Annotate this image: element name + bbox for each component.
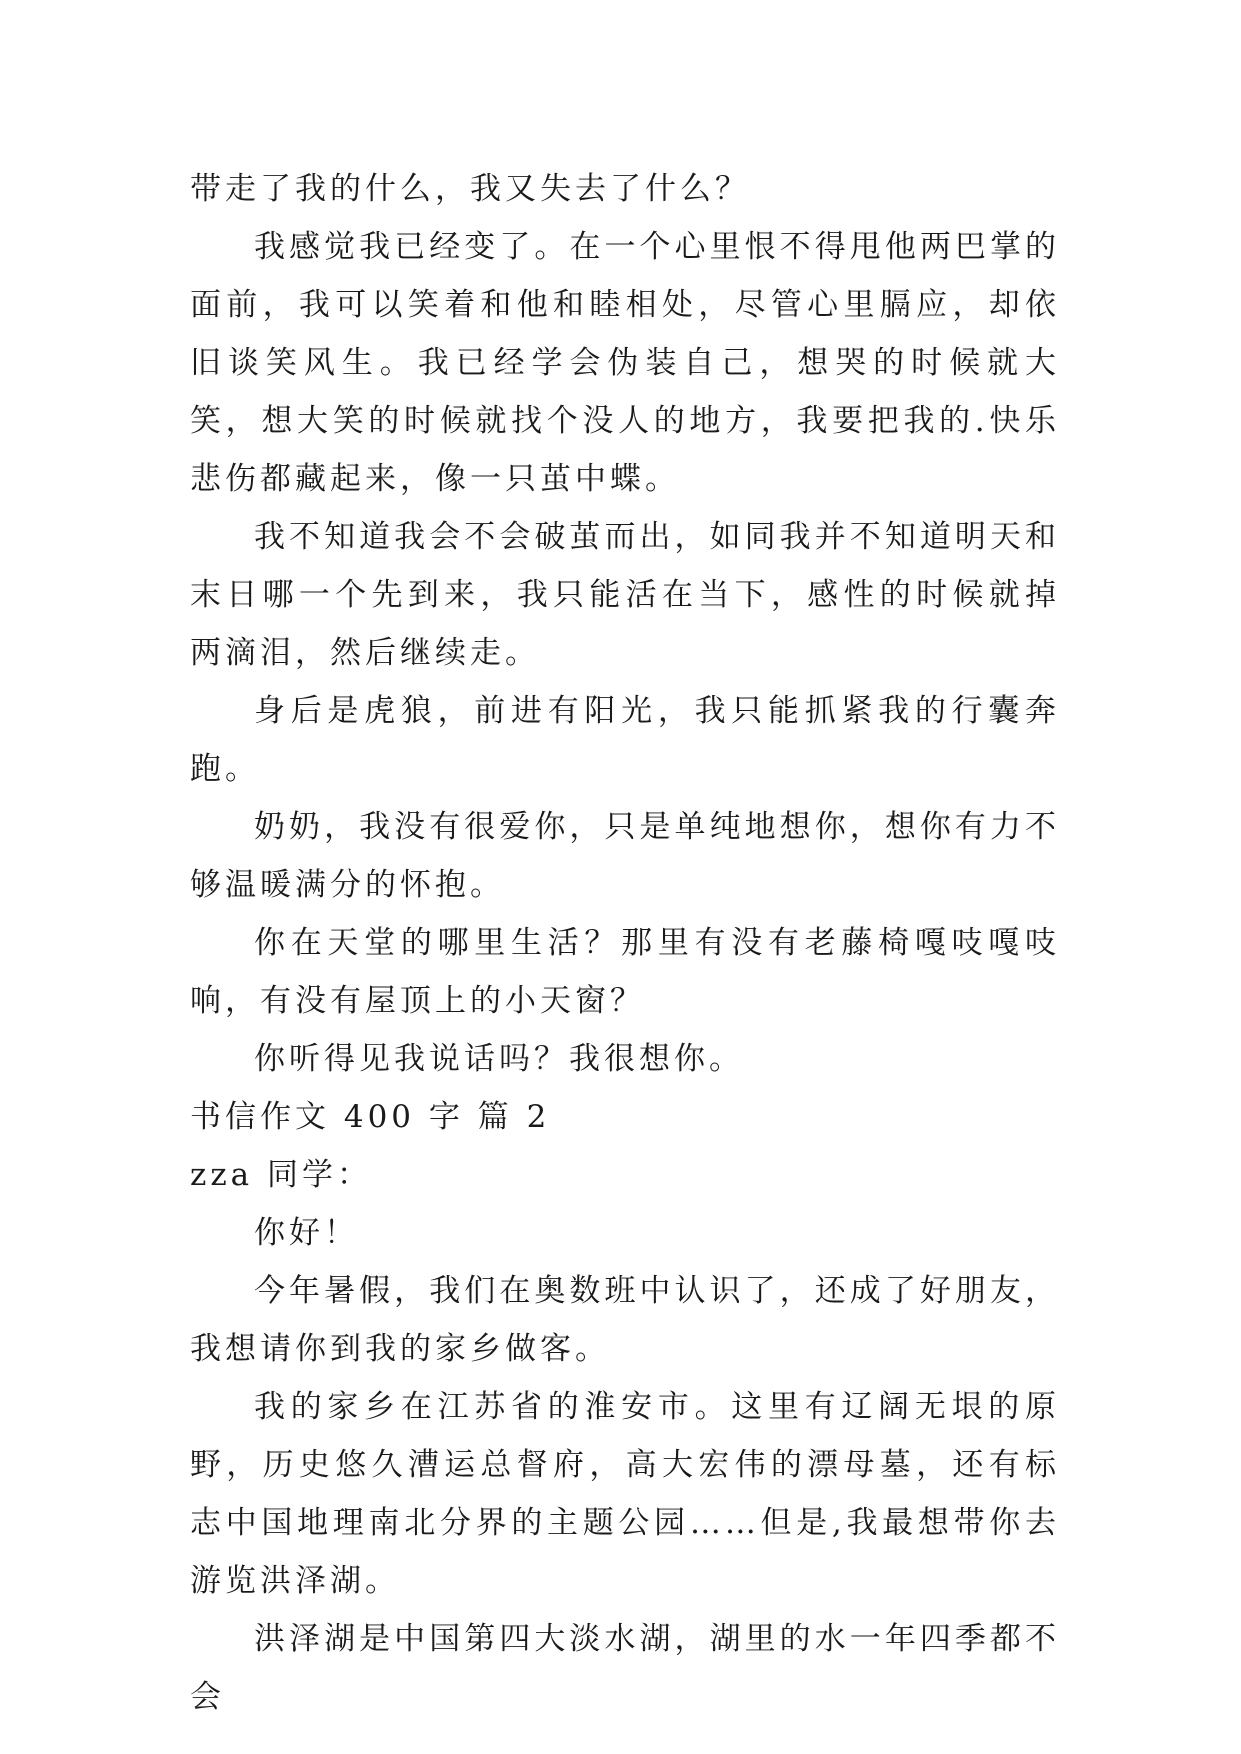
paragraph-2: 我感觉我已经变了。在一个心里恨不得甩他两巴掌的面前，我可以笑着和他和睦相处，尽管心里膈应，却依旧谈笑风生。我已经学会伪装自己，想哭的时候就大笑，想大笑的时候就找个没人的地方，我要把我的.快乐悲伤都藏起来，像一只茧中蝶。 (190, 229, 1060, 497)
paragraph-1: 带走了我的什么，我又失去了什么？ (190, 171, 750, 207)
paragraph-6: 你在天堂的哪里生活？那里有没有老藤椅嘎吱嘎吱响，有没有屋顶上的小天窗？ (190, 925, 1060, 1019)
letter-greeting: 你好！ (254, 1215, 359, 1251)
letter-salutation: zza 同学： (190, 1157, 373, 1193)
paragraph-4: 身后是虎狼，前进有阳光，我只能抓紧我的行囊奔跑。 (190, 693, 1060, 787)
paragraph-5: 奶奶，我没有很爱你，只是单纯地想你，想你有力不够温暖满分的怀抱。 (190, 809, 1060, 903)
paragraph-3: 我不知道我会不会破茧而出，如同我并不知道明天和末日哪一个先到来，我只能活在当下，感性的时候就掉两滴泪，然后继续走。 (190, 519, 1060, 671)
paragraph-7: 你听得见我说话吗？我很想你。 (254, 1041, 744, 1077)
section-heading: 书信作文 400 字 篇 2 (190, 1099, 551, 1135)
document-body (190, 160, 1060, 1726)
paragraph-13: 洪泽湖是中国第四大淡水湖，湖里的水一年四季都不会 (190, 1621, 1060, 1715)
paragraph-12: 我的家乡在江苏省的淮安市。这里有辽阔无垠的原野，历史悠久漕运总督府，高大宏伟的漂母墓，还有标志中国地理南北分界的主题公园……但是,我最想带你去游览洪泽湖。 (190, 1389, 1060, 1599)
paragraph-11: 今年暑假，我们在奥数班中认识了，还成了好朋友，我想请你到我的家乡做客。 (190, 1273, 1060, 1367)
